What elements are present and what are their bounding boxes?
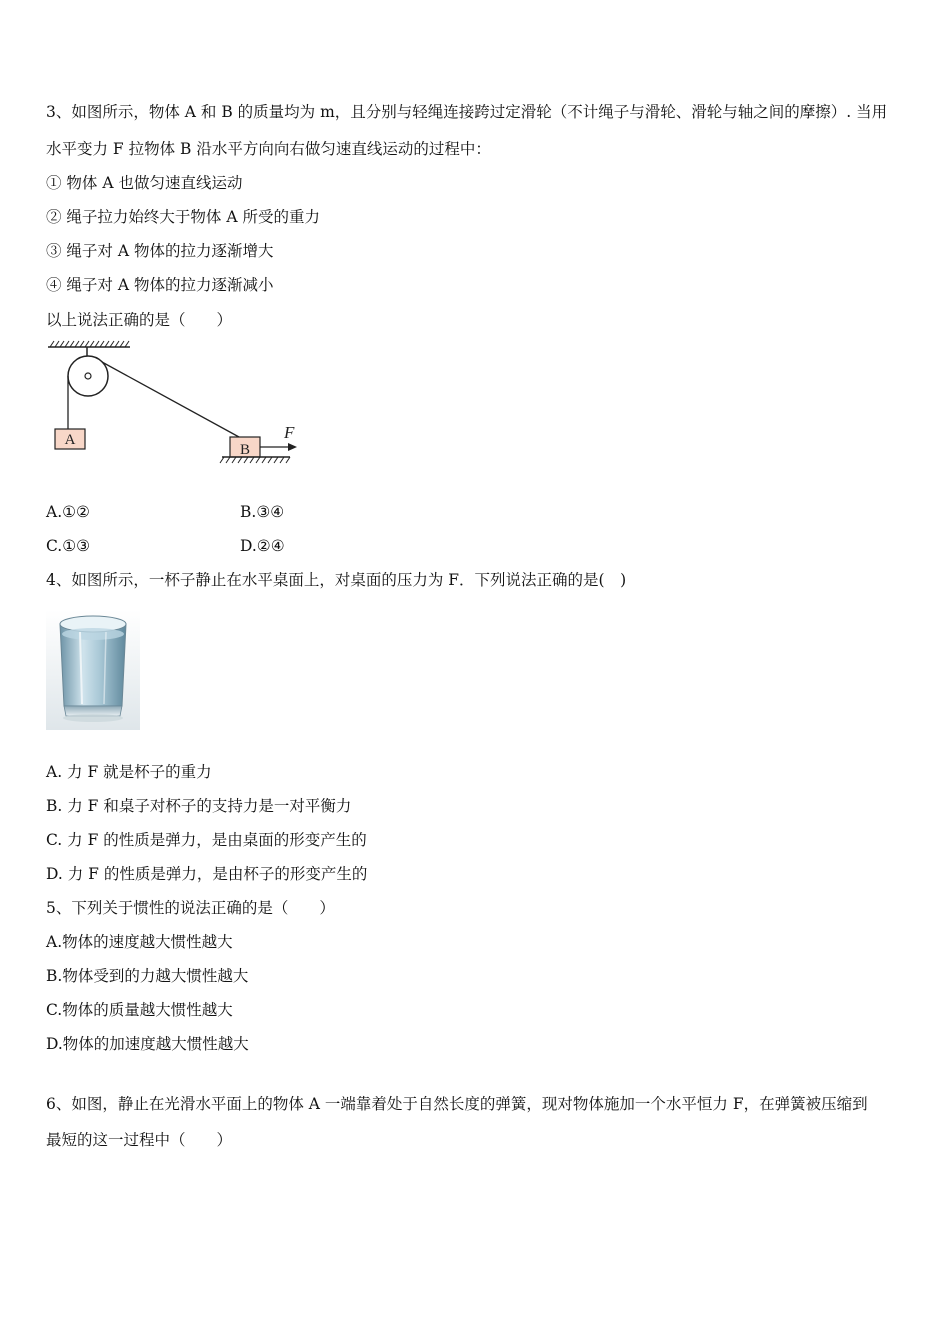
q3-option-a: A.①② (46, 503, 90, 521)
block-b-label: B (239, 442, 251, 458)
q6-stem-line1: 6、如图，静止在光滑水平面上的物体 A 一端靠着处于自然长度的弹簧，现对物体施加一个水平恒力 F，在弹簧被压缩到 (46, 1095, 868, 1113)
force-label: F (284, 423, 295, 442)
q5-option-a: A.物体的速度越大惯性越大 (46, 933, 233, 951)
q5-stem: 5、下列关于惯性的说法正确的是（ ） (46, 899, 335, 917)
q4-stem: 4、如图所示，一杯子静止在水平桌面上，对桌面的压力为 F．下列说法正确的是( ) (46, 571, 627, 589)
q4-option-c: C. 力 F 的性质是弹力，是由桌面的形变产生的 (46, 831, 367, 849)
q4-option-b: B. 力 F 和桌子对杯子的支持力是一对平衡力 (46, 797, 352, 815)
q3-ask: 以上说法正确的是（ ） (46, 311, 233, 329)
q3-option-d: D.②④ (240, 537, 285, 555)
q3-stem-line1: 3、如图所示，物体 A 和 B 的质量均为 m，且分别与轻绳连接跨过定滑轮（不计绳子与滑轮、滑轮与轴之间的摩擦）. 当用 (46, 103, 888, 121)
block-a-label: A (64, 432, 76, 448)
q3-statement-1: ① 物体 A 也做匀速直线运动 (46, 174, 243, 192)
glass-cup-image (46, 610, 140, 730)
q5-option-b: B.物体受到的力越大惯性越大 (46, 967, 249, 985)
q3-option-b: B.③④ (240, 503, 285, 521)
q4-option-a: A. 力 F 就是杯子的重力 (46, 763, 212, 781)
q3-statement-2: ② 绳子拉力始终大于物体 A 所受的重力 (46, 208, 320, 226)
pulley-diagram (44, 338, 314, 468)
q3-option-c: C.①③ (46, 537, 91, 555)
q3-statement-4: ④ 绳子对 A 物体的拉力逐渐减小 (46, 276, 274, 294)
q6-stem-line2: 最短的这一过程中（ ） (46, 1131, 233, 1149)
q5-option-d: D.物体的加速度越大惯性越大 (46, 1035, 249, 1053)
q5-option-c: C.物体的质量越大惯性越大 (46, 1001, 233, 1019)
q3-statement-3: ③ 绳子对 A 物体的拉力逐渐增大 (46, 242, 274, 260)
q3-stem-line2: 水平变力 F 拉物体 B 沿水平方向向右做匀速直线运动的过程中： (46, 140, 491, 158)
q4-option-d: D. 力 F 的性质是弹力，是由杯子的形变产生的 (46, 865, 368, 883)
